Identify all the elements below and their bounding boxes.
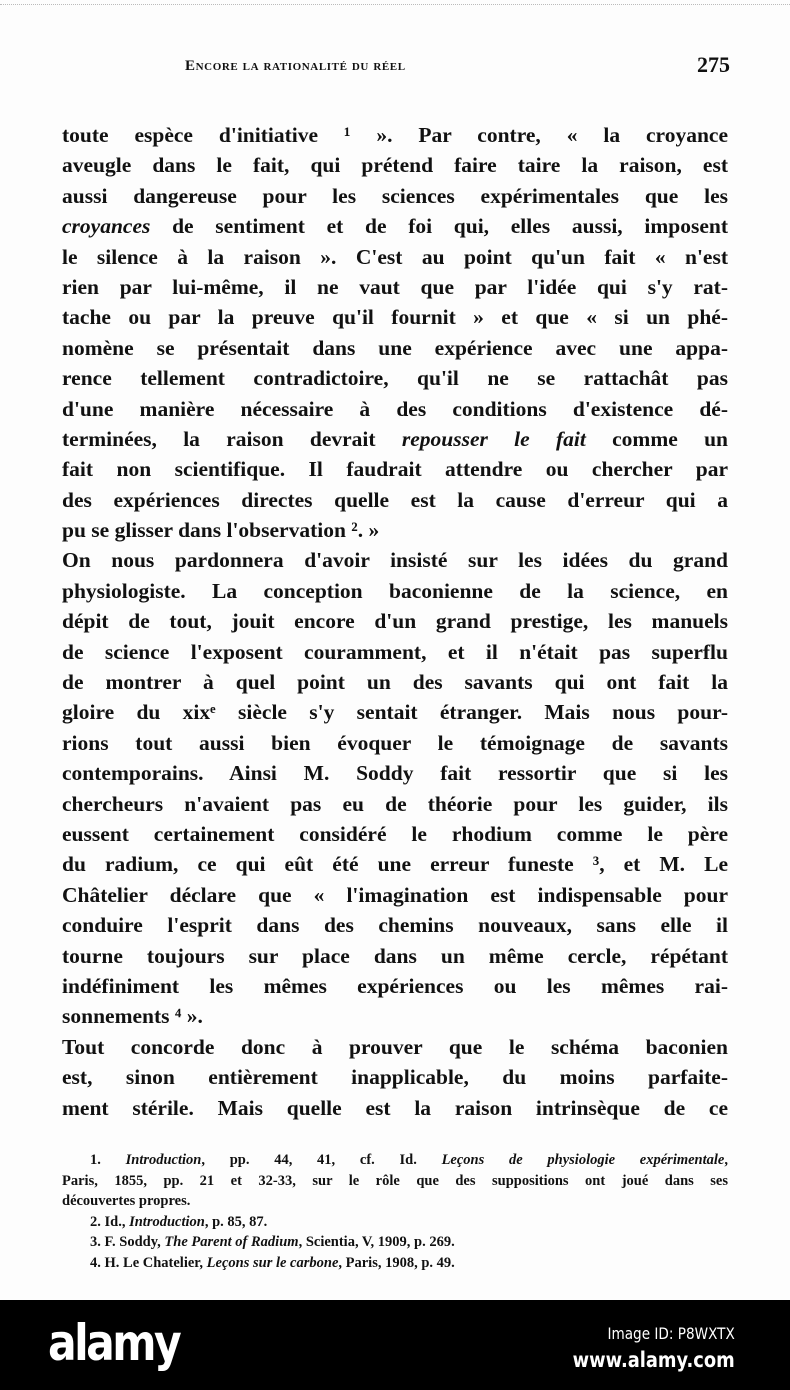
text-line <box>62 242 728 272</box>
text-segment: découvertes propres. <box>62 1193 191 1209</box>
text-segment: gloire du xixᵉ siècle s'y sentait étranger. Mais nous pour- <box>62 700 728 725</box>
footnote-line <box>62 1253 728 1274</box>
text-segment: 2. Id., <box>90 1213 130 1230</box>
text-line <box>62 424 728 454</box>
text-segment: ment stérile. Mais quelle est la raison intrinsèque de ce <box>62 1095 728 1120</box>
text-segment: fait non scientifique. Il faudrait attendre ou chercher par <box>62 457 728 482</box>
text-segment: , Paris, 1908, p. 49. <box>338 1254 455 1271</box>
text-line <box>62 728 728 758</box>
text-line <box>62 637 728 667</box>
text-segment: de science l'exposent couramment, et il n'était pas superflu <box>62 639 728 664</box>
text-segment: , pp. 44, 41, cf. Id. <box>201 1152 442 1168</box>
text-line <box>62 120 728 150</box>
text-segment: 4. H. Le Chatelier, <box>90 1254 207 1271</box>
text-segment: , <box>724 1152 728 1168</box>
body-text <box>62 120 728 1123</box>
text-segment: toute espèce d'initiative ¹ ». Par contre, « la croyance <box>62 123 728 147</box>
text-line <box>62 971 728 1001</box>
text-segment: tache ou par la preuve qu'il fournit » et que « si un phé- <box>62 305 728 330</box>
text-segment: 1. <box>90 1152 126 1168</box>
text-line <box>62 606 728 636</box>
site-url: www.alamy.com <box>572 1348 735 1372</box>
italic-text: Leçons sur le carbone <box>206 1254 339 1271</box>
text-line <box>62 576 728 606</box>
text-segment: eussent certainement considéré le rhodium comme le père <box>62 821 728 846</box>
text-segment: Tout concorde donc à prouver que le schéma baconien <box>62 1034 728 1059</box>
text-line <box>62 1062 728 1092</box>
text-segment: conduire l'esprit dans des chemins nouveaux, sans elle il <box>62 913 728 938</box>
text-segment: rions tout aussi bien évoquer le témoignage de savants <box>62 730 728 755</box>
text-segment: rien par lui-même, il ne vaut que par l'idée qui s'y rat- <box>62 274 728 299</box>
text-segment: comme un <box>585 426 728 451</box>
text-segment: aveugle dans le fait, qui prétend faire taire la raison, est <box>62 153 728 178</box>
page-number: 275 <box>697 52 730 77</box>
text-line <box>62 545 728 575</box>
watermark-banner <box>0 1300 790 1390</box>
running-title: Encore la rationalité du réel <box>185 58 406 74</box>
text-line <box>62 697 728 727</box>
text-segment: terminées, la raison devrait <box>62 426 402 451</box>
text-segment: , Scientia, V, 1909, p. 269. <box>298 1234 455 1250</box>
text-segment: des expériences directes quelle est la cause d'erreur qui a <box>62 487 728 512</box>
text-segment: sonnements ⁴ ». <box>62 1004 203 1029</box>
text-line <box>62 150 728 180</box>
italic-text: Introduction <box>125 1152 202 1168</box>
text-line <box>62 333 728 363</box>
italic-text: Introduction <box>129 1213 205 1230</box>
footnote-line <box>62 1191 728 1212</box>
image-id: Image ID: P8WXTX <box>607 1324 735 1343</box>
footnotes <box>62 1150 728 1273</box>
text-line <box>62 758 728 788</box>
text-segment: le silence à la raison ». C'est au point qu'un fait « n'est <box>62 244 728 269</box>
text-segment: pu se glisser dans l'observation ². » <box>62 518 380 543</box>
text-line <box>62 1001 728 1031</box>
text-segment: , p. 85, 87. <box>204 1213 268 1230</box>
italic-text: repousser le fait <box>401 426 586 451</box>
text-segment: indéfiniment les mêmes expériences ou les mêmes rai- <box>62 973 728 998</box>
text-line <box>62 515 728 545</box>
text-line <box>62 819 728 849</box>
text-line <box>62 667 728 697</box>
text-segment: de sentiment et de foi qui, elles aussi, imposent <box>150 214 728 239</box>
text-segment: nomène se présentait dans une expérience avec une appa- <box>62 335 728 360</box>
text-segment: d'une manière nécessaire à des conditions d'existence dé- <box>62 396 728 421</box>
text-segment: Châtelier déclare que « l'imagination est indispensable pour <box>62 882 728 907</box>
text-segment: rence tellement contradictoire, qu'il ne se rattachât pas <box>62 366 728 391</box>
text-line <box>62 302 728 332</box>
text-segment: dépit de tout, jouit encore d'un grand prestige, les manuels <box>62 609 728 634</box>
text-line <box>62 1032 728 1062</box>
text-line <box>62 849 728 879</box>
text-line <box>62 272 728 302</box>
footnote-line <box>62 1232 728 1253</box>
alamy-logo: alamy <box>48 1314 180 1372</box>
scan-edge-line <box>0 4 790 5</box>
text-segment: physiologiste. La conception baconienne de la science, en <box>62 578 728 603</box>
text-segment: du radium, ce qui eût été une erreur funeste ³, et M. Le <box>62 852 728 877</box>
page-header <box>185 52 730 82</box>
text-segment: Paris, 1855, pp. 21 et 32-33, sur le rôle que des suppositions ont joué dans ses <box>62 1172 728 1189</box>
italic-text: The Parent of Radium <box>164 1234 299 1250</box>
text-line <box>62 1093 728 1123</box>
text-segment: est, sinon entièrement inapplicable, du moins parfaite- <box>62 1065 728 1090</box>
text-segment: On nous pardonnera d'avoir insisté sur les idées du grand <box>62 548 728 573</box>
italic-text: Leçons de physiologie expérimentale <box>441 1152 725 1168</box>
text-line <box>62 454 728 484</box>
text-segment: aussi dangereuse pour les sciences expérimentales que les <box>62 183 728 208</box>
text-segment: chercheurs n'avaient pas eu de théorie pour les guider, ils <box>62 791 728 816</box>
text-line <box>62 789 728 819</box>
text-line <box>62 880 728 910</box>
text-line <box>62 181 728 211</box>
text-line <box>62 941 728 971</box>
text-segment: tourne toujours sur place dans un même cercle, répétant <box>62 943 728 968</box>
text-segment: de montrer à quel point un des savants qui ont fait la <box>62 670 728 695</box>
text-line <box>62 394 728 424</box>
text-line <box>62 211 728 241</box>
footnote-line <box>62 1171 728 1192</box>
text-line <box>62 485 728 515</box>
italic-text: croyances <box>62 214 151 239</box>
text-line <box>62 910 728 940</box>
text-segment: 3. F. Soddy, <box>90 1234 165 1250</box>
footnote-line <box>62 1150 728 1171</box>
text-line <box>62 363 728 393</box>
text-segment: contemporains. Ainsi M. Soddy fait ressortir que si les <box>62 761 728 786</box>
footnote-line <box>62 1212 728 1233</box>
